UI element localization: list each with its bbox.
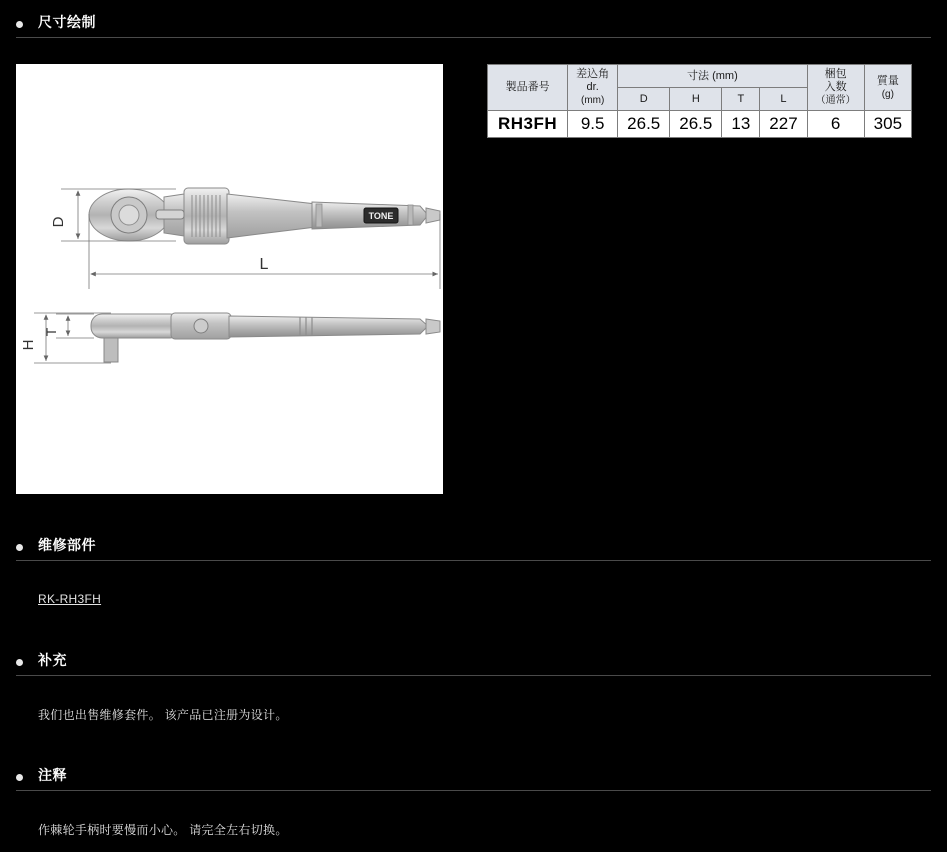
cell-l: 227 (760, 111, 807, 138)
header-weight (864, 65, 911, 111)
header-t (722, 88, 760, 111)
section-title-dimensions: 尺寸绘制 (38, 14, 96, 30)
section-header-supplement (16, 650, 931, 680)
section-title-repair-parts: 维修部件 (38, 537, 96, 553)
bullet-icon (16, 774, 23, 781)
header-h-label: H (691, 92, 700, 105)
divider (16, 790, 931, 791)
cell-weight: 305 (864, 111, 911, 138)
dimension-label-t: T (43, 327, 59, 337)
bullet-icon (16, 21, 23, 28)
cell-d: 26.5 (618, 111, 670, 138)
header-l (760, 88, 807, 111)
header-drive-line1: 差込角 (576, 68, 610, 80)
dimension-drawing (16, 64, 443, 494)
cell-model: RH3FH (488, 111, 568, 138)
brand-label: TONE (368, 211, 394, 221)
header-model-label: 製品番号 (505, 81, 550, 93)
divider (16, 37, 931, 38)
cell-drive: 9.5 (568, 111, 618, 138)
header-pack-line2: 入数 (824, 81, 847, 93)
bullet-icon (16, 659, 23, 666)
header-pack-line1: 梱包 (824, 68, 847, 80)
divider (16, 560, 931, 561)
header-drive-line3: (mm) (581, 95, 605, 106)
cell-pack: 6 (807, 111, 864, 138)
header-t-label: T (737, 92, 745, 105)
notes-text: 作棘轮手柄时要慢而小心。 请完全左右切换。 (38, 823, 288, 837)
header-drive (568, 65, 618, 111)
table-header-row (488, 65, 912, 88)
header-weight-line1: 質量 (876, 74, 899, 87)
bullet-icon (16, 544, 23, 551)
section-header-dimensions (16, 12, 931, 42)
dimension-label-d: D (50, 216, 67, 228)
header-d-label: D (639, 92, 648, 105)
spec-table-container (487, 64, 912, 138)
table-row (488, 111, 912, 138)
header-dimensions-label: 寸法 (mm) (687, 69, 738, 82)
section-title-supplement: 补充 (38, 652, 67, 668)
header-pack (807, 65, 864, 111)
header-l-label: L (780, 92, 787, 105)
header-weight-line2: (g) (881, 88, 894, 100)
supplement-text: 我们也出售维修套件。 该产品已注册为设计。 (38, 708, 288, 722)
section-header-repair-parts (16, 535, 931, 565)
header-dimensions-group (618, 65, 807, 88)
spec-table (487, 64, 912, 138)
header-h (670, 88, 722, 111)
cell-h: 26.5 (670, 111, 722, 138)
header-drive-line2: dr. (586, 81, 599, 93)
repair-kit-link[interactable]: RK-RH3FH (38, 592, 102, 606)
dimension-label-l: L (259, 256, 269, 273)
header-model (488, 65, 568, 111)
cell-t: 13 (722, 111, 760, 138)
header-d (618, 88, 670, 111)
dimension-label-h: H (20, 339, 37, 351)
header-pack-line3: （通常） (815, 95, 856, 106)
divider (16, 675, 931, 676)
section-header-notes (16, 765, 931, 795)
section-title-notes: 注释 (38, 767, 67, 783)
